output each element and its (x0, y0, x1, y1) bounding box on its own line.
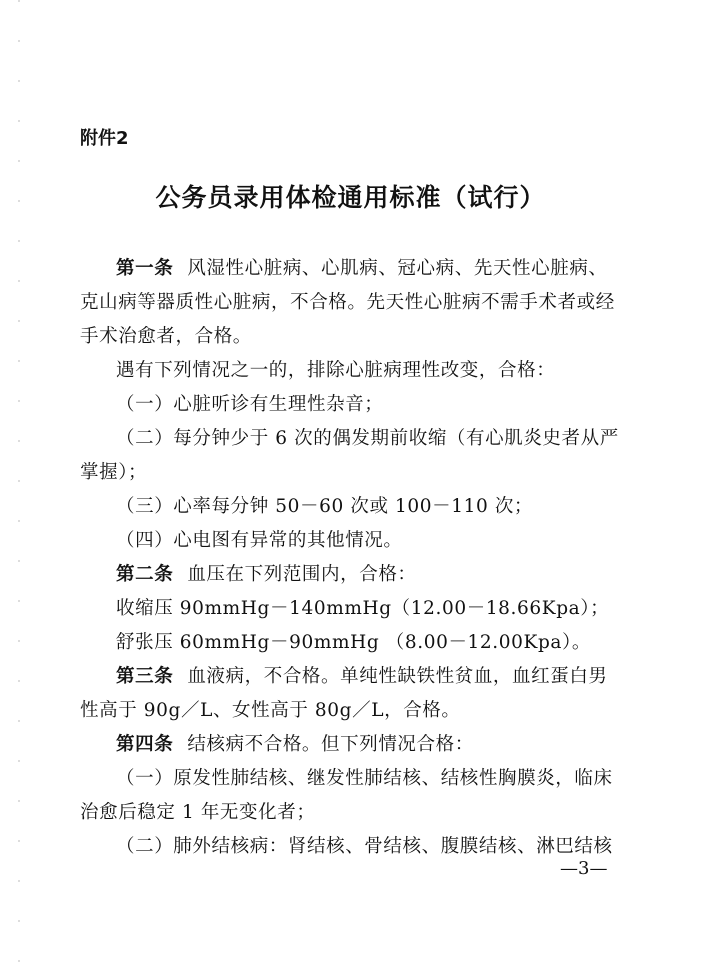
article1-heading: 第一条 (116, 258, 174, 279)
article1-item3: （三）心率每分钟 50－60 次或 100－110 次； (116, 496, 534, 517)
article2-heading: 第二条 (116, 564, 174, 585)
article2-text1: 血压在下列范围内，合格： (187, 564, 417, 585)
article4-item1b: 治愈后稳定 1 年无变化者； (80, 802, 316, 823)
article1-line3: 手术治愈者，合格。 (80, 326, 252, 347)
article1-item4: （四）心电图有异常的其他情况。 (116, 530, 403, 551)
article4-heading: 第四条 (116, 734, 174, 755)
article2-systolic: 收缩压 90mmHg－140mmHg（12.00－18.66Kpa）； (116, 598, 610, 619)
article2-line1 (116, 564, 417, 586)
article4-line1 (116, 734, 474, 756)
article3-heading: 第三条 (116, 666, 174, 687)
article1-line2: 克山病等器质性心脏病，不合格。先天性心脏病不需手术者或经 (80, 292, 615, 313)
article1-line1 (116, 258, 608, 280)
page-number: —3— (560, 858, 608, 879)
article4-item1a: （一）原发性肺结核、继发性肺结核、结核性胸膜炎，临床 (116, 768, 613, 789)
article3-line2: 性高于 90g／L、女性高于 80g／L，合格。 (80, 700, 461, 721)
article1-item1: （一）心脏听诊有生理性杂音； (116, 394, 384, 415)
article1-item2b: 掌握）； (80, 462, 148, 483)
article4-item2: （二）肺外结核病：肾结核、骨结核、腹膜结核、淋巴结核 (116, 836, 613, 857)
article3-text1: 血液病，不合格。单纯性缺铁性贫血，血红蛋白男 (187, 666, 608, 687)
attachment-label: 附件2 (80, 128, 129, 149)
article1-item2a: （二）每分钟少于 6 次的偶发期前收缩（有心肌炎史者从严 (116, 428, 619, 449)
scan-edge-marks (18, 0, 20, 963)
article2-diastolic: 舒张压 60mmHg－90mmHg （8.00－12.00Kpa）。 (116, 632, 591, 653)
document-title: 公务员录用体检通用标准（试行） (155, 183, 546, 212)
article1-text1: 风湿性心脏病、心肌病、冠心病、先天性心脏病、 (187, 258, 608, 279)
article4-text1: 结核病不合格。但下列情况合格： (187, 734, 474, 755)
article1-line4: 遇有下列情况之一的，排除心脏病理性改变，合格： (116, 360, 556, 381)
article3-line1 (116, 666, 608, 688)
